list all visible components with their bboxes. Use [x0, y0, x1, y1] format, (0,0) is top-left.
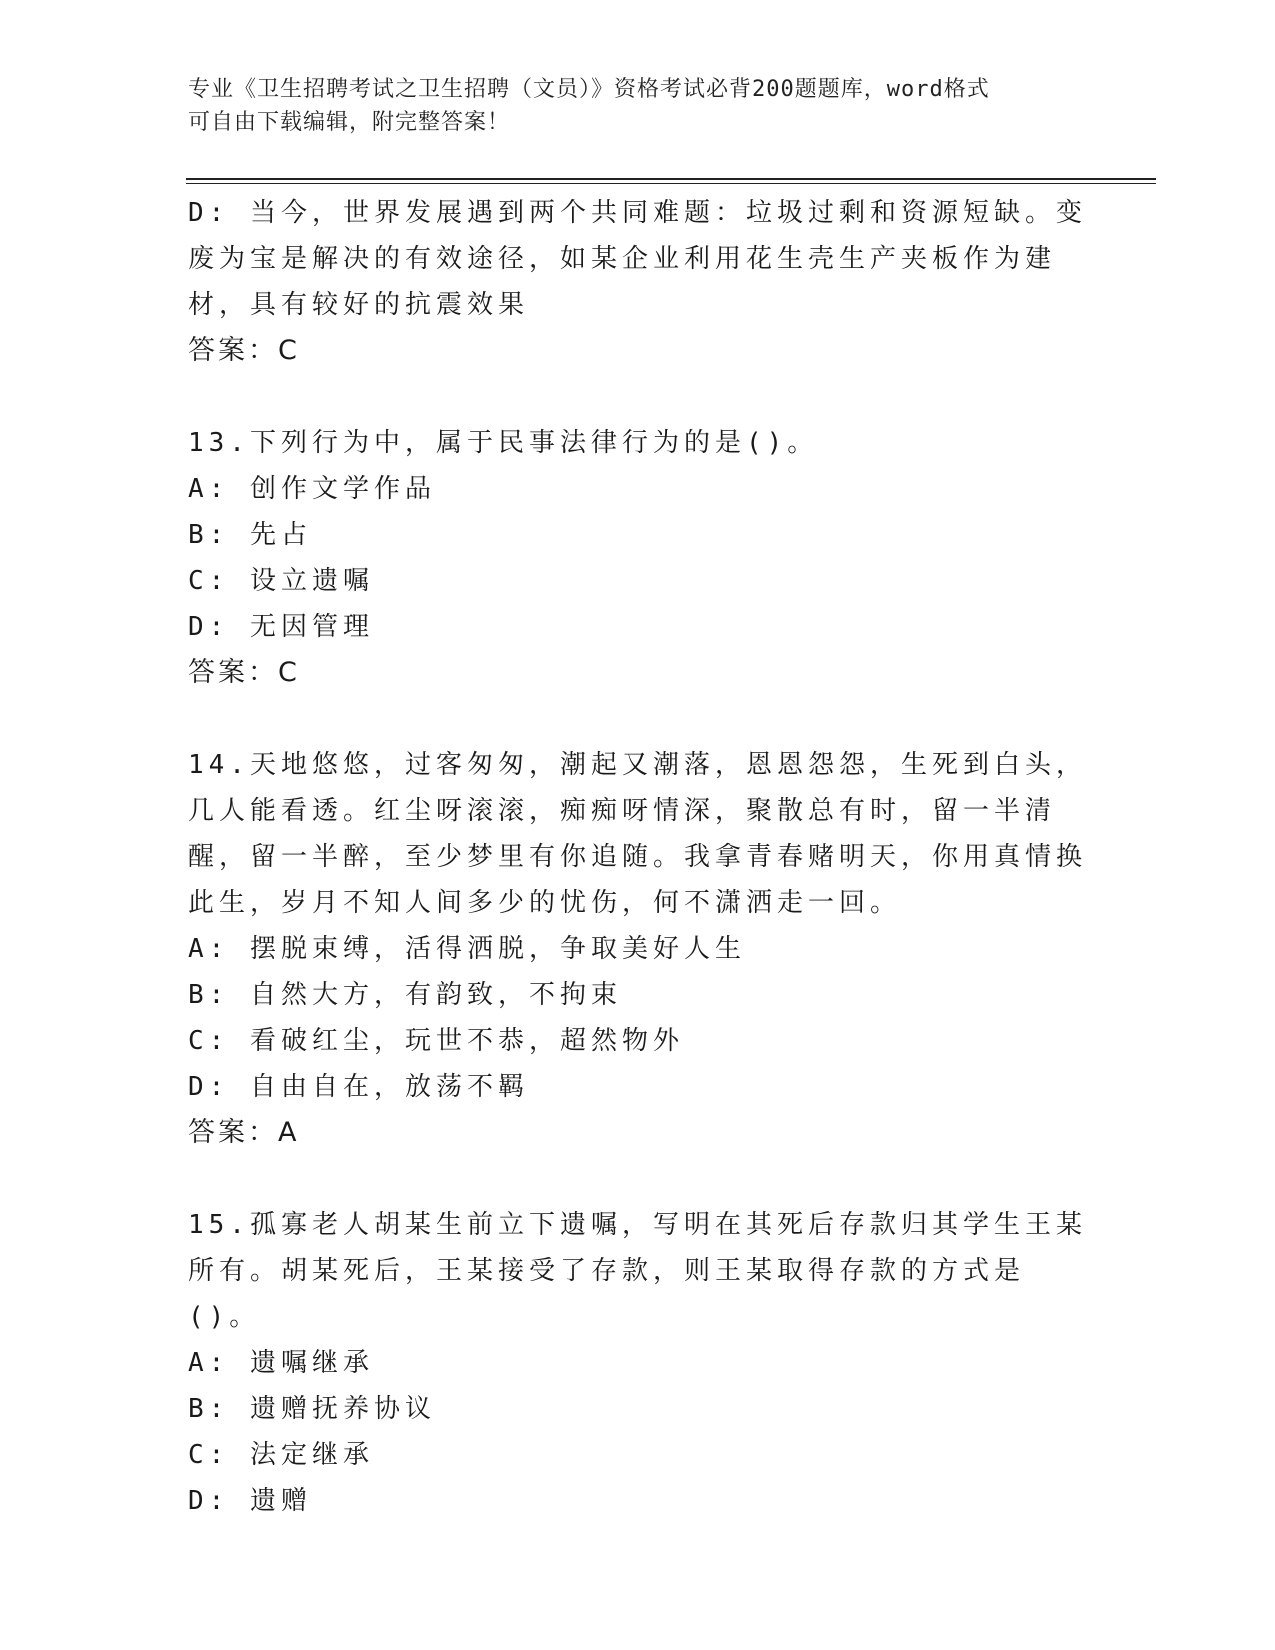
- answer-line: 答案：C: [188, 657, 300, 688]
- option-a: A: 摆脱束缚，活得洒脱，争取美好人生: [188, 934, 746, 964]
- answer-line: 答案：A: [188, 1117, 300, 1148]
- option-d: D: 无因管理: [188, 612, 374, 642]
- option-c: C: 法定继承: [188, 1440, 374, 1470]
- question-15: [188, 1202, 1088, 1524]
- option-b: B: 先占: [188, 520, 312, 550]
- option-b: B: 遗赠抚养协议: [188, 1394, 436, 1424]
- header-title-line-1: 专业《卫生招聘考试之卫生招聘（文员）》资格考试必背200题题库，word格式: [188, 77, 990, 102]
- option-a: A: 创作文学作品: [188, 474, 436, 504]
- option-b: B: 自然大方，有韵致，不拘束: [188, 980, 622, 1010]
- previous-question-block: [188, 190, 1088, 374]
- header-divider-thin: [186, 183, 1156, 184]
- option-d: D: 遗赠: [188, 1486, 312, 1516]
- question-14: [188, 742, 1088, 1156]
- option-d: D: 当今，世界发展遇到两个共同难题：垃圾过剩和资源短缺。变废为宝是解决的有效途径，如某企业利用花生壳生产夹板作为建材，具有较好的抗震效果: [188, 198, 1087, 320]
- answer-line: 答案：C: [188, 335, 300, 366]
- question-stem: 13.下列行为中，属于民事法律行为的是()。: [188, 428, 819, 458]
- option-d: D: 自由自在，放荡不羁: [188, 1072, 529, 1102]
- question-stem: 14.天地悠悠，过客匆匆，潮起又潮落，恩恩怨怨，生死到白头，几人能看透。红尘呀滚滚，痴痴呀情深，聚散总有时，留一半清醒，留一半醉，至少梦里有你追随。我拿青春赌明天，你用真情换此生，岁月不知人间多少的忧伤，何不潇洒走一回。: [188, 750, 1088, 918]
- option-c: C: 设立遗嘱: [188, 566, 374, 596]
- header-title-line-2: 可自由下载编辑，附完整答案！: [188, 110, 511, 135]
- document-header: [188, 73, 1088, 139]
- spacer: [188, 696, 1088, 742]
- spacer: [188, 1156, 1088, 1202]
- option-c: C: 看破红尘，玩世不恭，超然物外: [188, 1026, 684, 1056]
- question-stem: 15.孤寡老人胡某生前立下遗嘱，写明在其死后存款归其学生王某所有。胡某死后，王某接受了存款，则王某取得存款的方式是()。: [188, 1210, 1087, 1332]
- question-13: [188, 420, 1088, 696]
- option-a: A: 遗嘱继承: [188, 1348, 374, 1378]
- header-divider-thick: [186, 178, 1156, 180]
- question-content: [188, 190, 1088, 1524]
- spacer: [188, 374, 1088, 420]
